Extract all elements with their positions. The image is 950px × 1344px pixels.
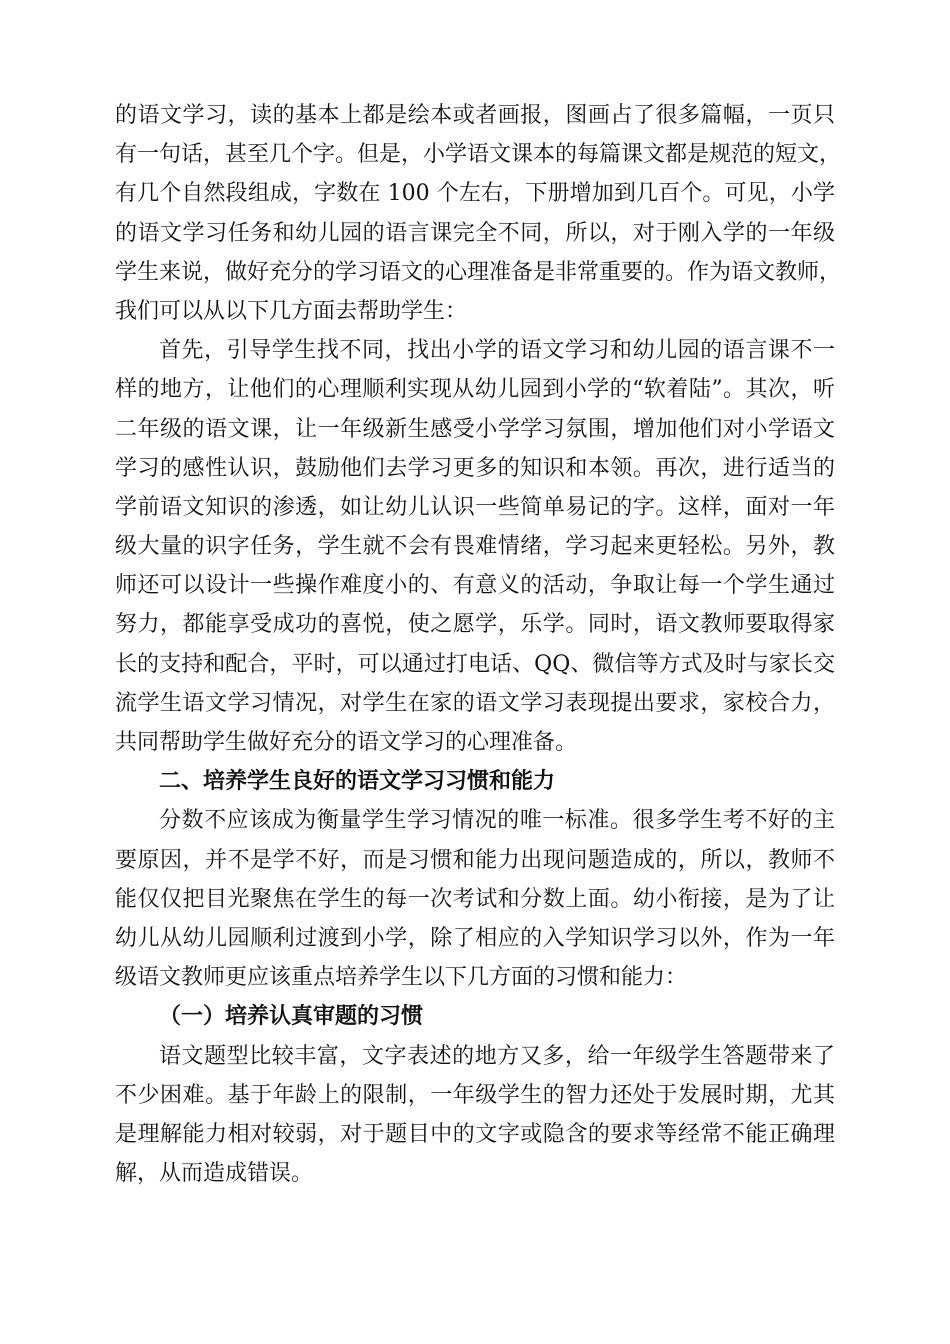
text-line: 有几个自然段组成，字数在 100 个左右，下册增加到几百个。可见，小学 <box>115 181 835 207</box>
text-line: 分数不应该成为衡量学生学习情况的唯一标准。很多学生考不好的主 <box>159 808 835 834</box>
paragraph <box>115 801 835 997</box>
text-line: 样的地方，让他们的心理顺利实现从幼儿园到小学的“软着陆”。其次，听 <box>115 377 835 403</box>
text-line: 学生来说，做好充分的学习语文的心理准备是非常重要的。作为语文教师， <box>115 259 842 285</box>
text-line: 的语文学习，读的基本上都是绘本或者画报，图画占了很多篇幅，一页只 <box>115 103 835 128</box>
text-line: 有一句话，甚至几个字。但是，小学语文课本的每篇课文都是规范的短文， <box>115 142 842 168</box>
document-body <box>115 96 842 1193</box>
text-line: 努力，都能享受成功的喜悦，使之愿学，乐学。同时，语文教师要取得家 <box>115 612 835 638</box>
text-line: 我们可以从以下几方面去帮助学生： <box>115 298 468 324</box>
paragraph <box>115 331 835 762</box>
paragraph <box>115 1037 835 1194</box>
text-line: 幼儿从幼儿园顺利过渡到小学，除了相应的入学知识学习以外，作为一年 <box>115 925 835 951</box>
text-line: 长的支持和配合，平时，可以通过打电话、QQ、微信等方式及时与家长交 <box>115 651 835 677</box>
text-line: 学前语文知识的渗透，如让幼儿认识一些简单易记的字。这样，面对一年 <box>115 494 835 520</box>
text-line: 级语文教师更应该重点培养学生以下几方面的习惯和能力： <box>115 965 688 991</box>
text-line: 流学生语文学习情况，对学生在家的语文学习表现提出要求，家校合力， <box>115 690 835 716</box>
text-line: 学习的感性认识，鼓励他们去学习更多的知识和本领。再次，进行适当的 <box>115 455 835 481</box>
text-line: 不少困难。基于年龄上的限制，一年级学生的智力还处于发展时期，尤其 <box>115 1082 835 1108</box>
text-line: 是理解能力相对较弱，对于题目中的文字或隐含的要求等经常不能正确理 <box>115 1121 835 1147</box>
section-heading: 二、培养学生良好的语文学习习惯和能力 <box>159 769 556 795</box>
text-line: 级大量的识字任务，学生就不会有畏难情绪，学习起来更轻松。另外，教 <box>115 534 835 560</box>
text-line: 共同帮助学生做好充分的语文学习的心理准备。 <box>115 730 578 755</box>
paragraph <box>115 96 842 331</box>
text-line: 能仅仅把目光聚焦在学生的每一次考试和分数上面。幼小衔接，是为了让 <box>115 886 835 912</box>
text-line: 首先，引导学生找不同，找出小学的语文学习和幼儿园的语言课不一 <box>159 338 835 364</box>
text-line: 语文题型比较丰富，文字表述的地方又多，给一年级学生答题带来了 <box>159 1043 835 1069</box>
text-line: 要原因，并不是学不好，而是习惯和能力出现问题造成的，所以，教师不 <box>115 847 835 873</box>
subsection-heading: （一）培养认真审题的习惯 <box>159 1003 424 1030</box>
text-line: 的语文学习任务和幼儿园的语言课完全不同，所以，对于刚入学的一年级 <box>115 220 835 246</box>
text-line: 解，从而造成错误。 <box>115 1161 314 1187</box>
text-line: 二年级的语文课，让一年级新生感受小学学习氛围，增加他们对小学语文 <box>115 416 835 442</box>
text-line: 师还可以设计一些操作难度小的、有意义的活动，争取让每一个学生通过 <box>115 573 835 599</box>
